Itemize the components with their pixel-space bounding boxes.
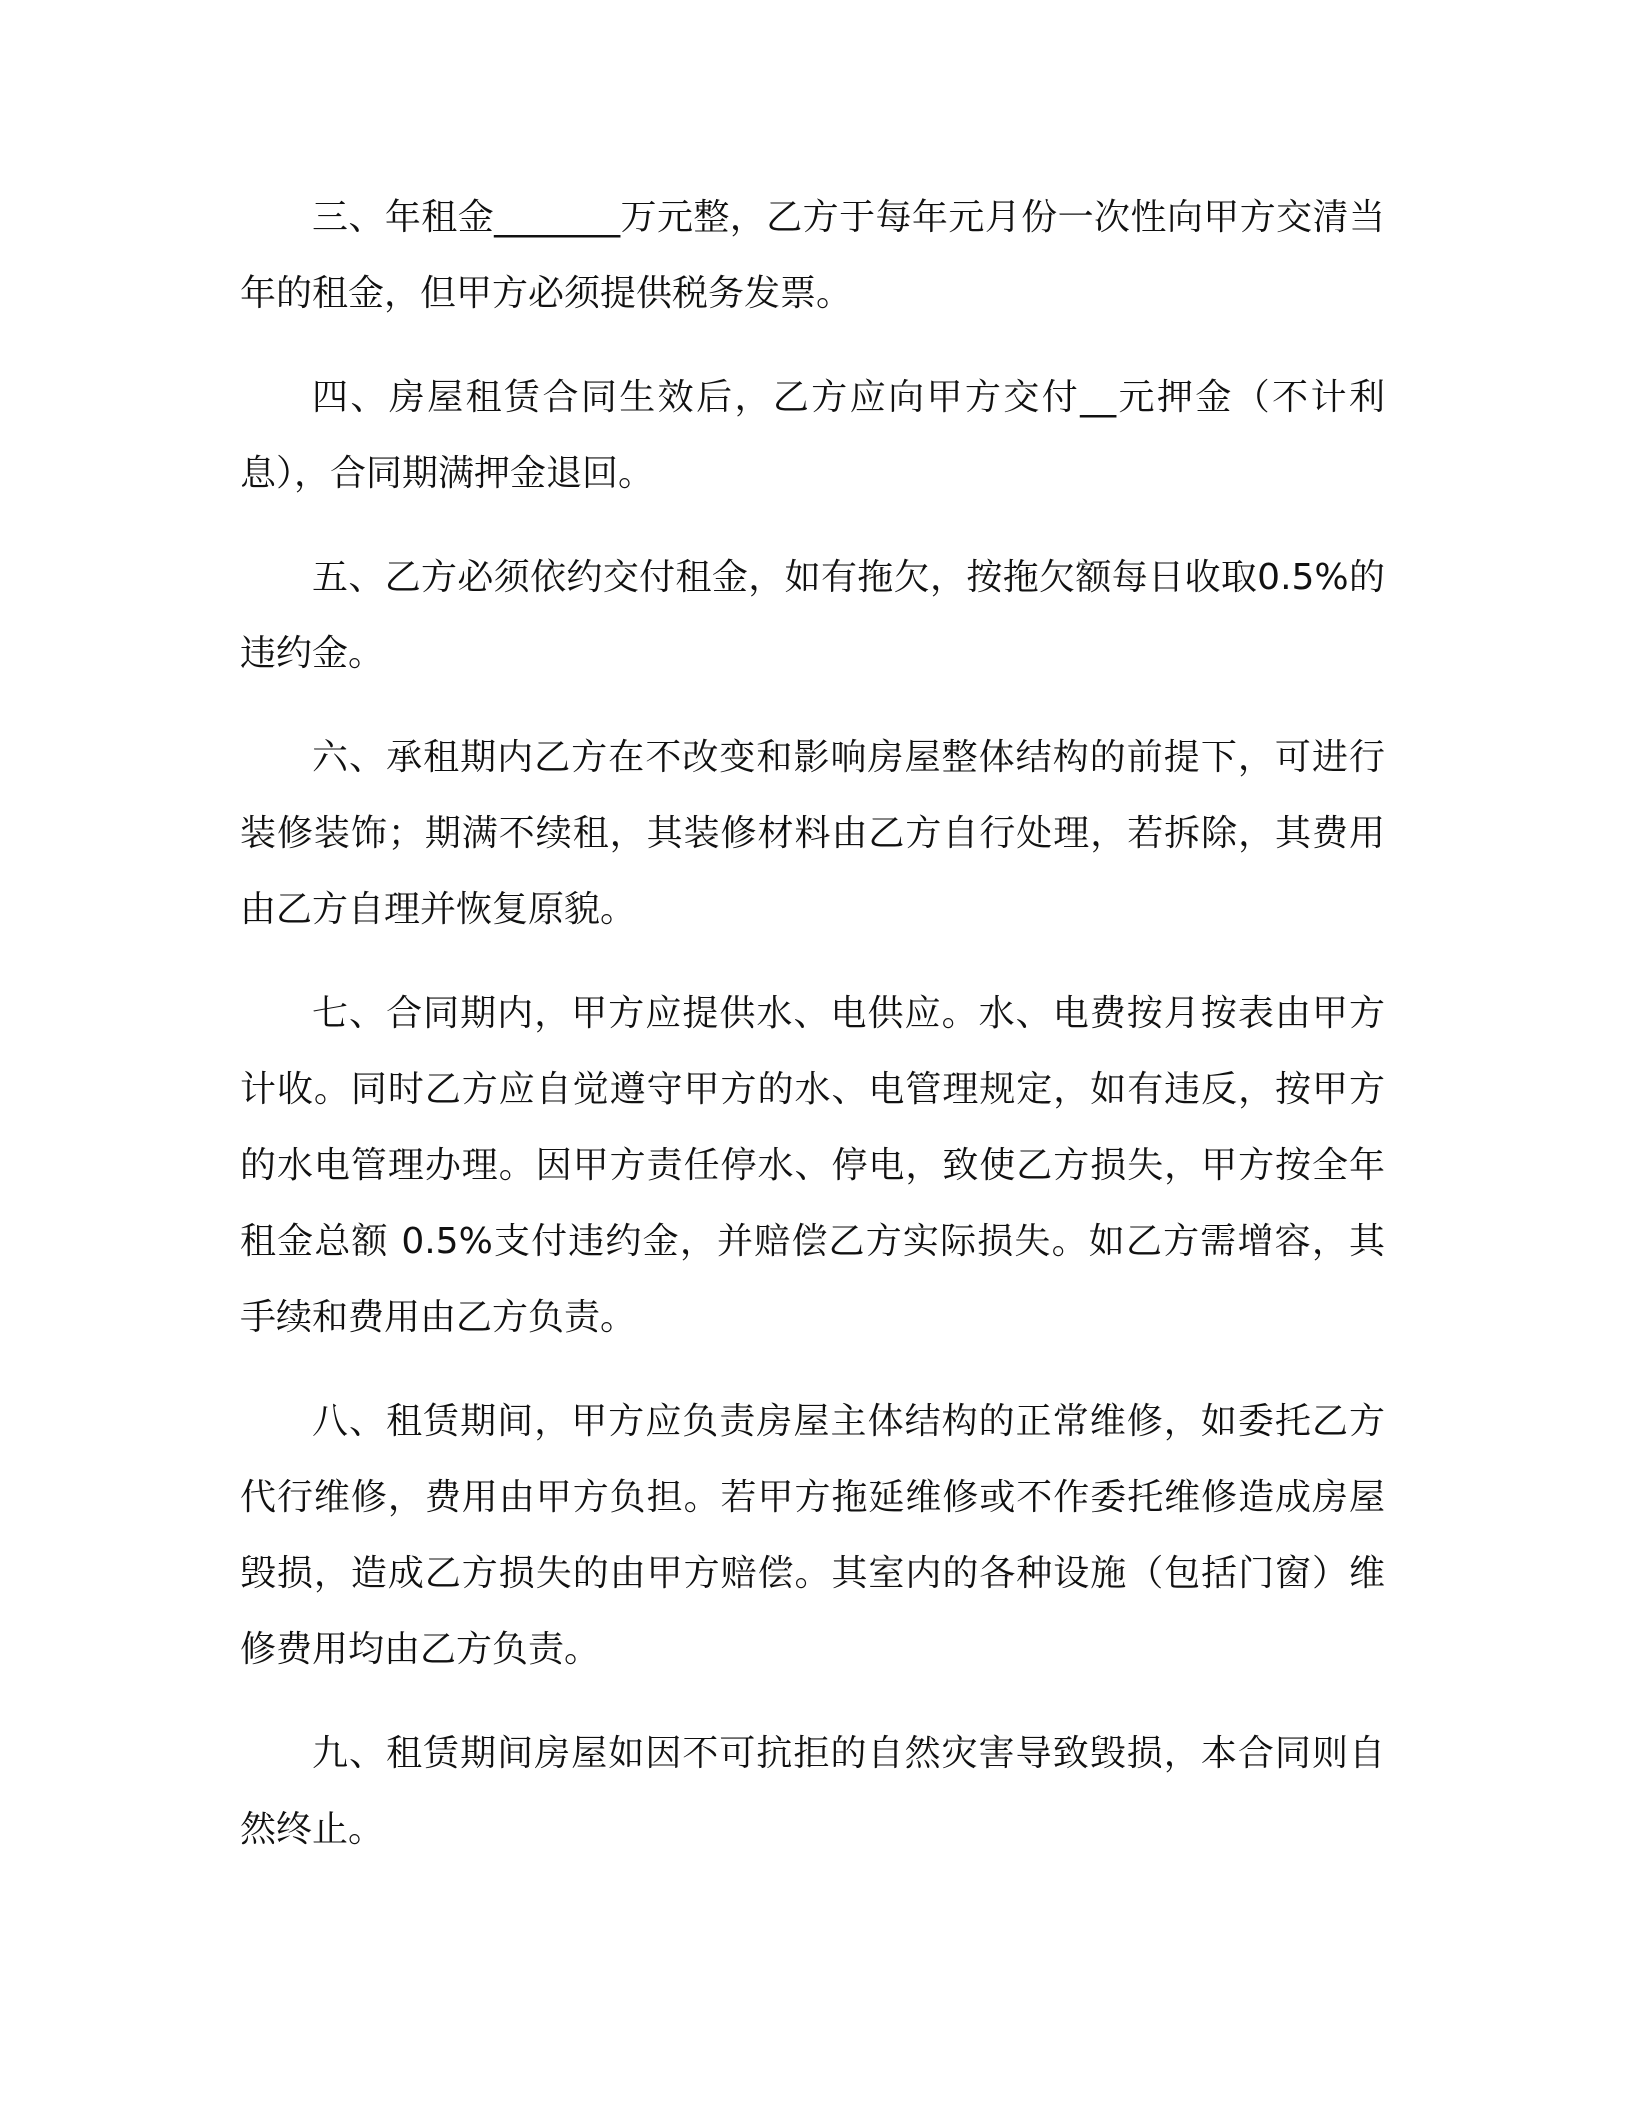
clause-4: 四、房屋租赁合同生效后，乙方应向甲方交付__元押金（不计利息），合同期满押金退回。 — [240, 377, 1385, 494]
clause-3: 三、年租金_______万元整，乙方于每年元月份一次性向甲方交清当年的租金，但甲方必须提供税务发票。 — [240, 197, 1385, 314]
clause-8: 八、租赁期间，甲方应负责房屋主体结构的正常维修，如委托乙方代行维修，费用由甲方负担。若甲方拖延维修或不作委托维修造成房屋毁损，造成乙方损失的由甲方赔偿。其室内的各种设施（包括门窗）维修费用均由乙方负责。 — [240, 1401, 1385, 1670]
clause-7: 七、合同期内，甲方应提供水、电供应。水、电费按月按表由甲方计收。同时乙方应自觉遵守甲方的水、电管理规定，如有违反，按甲方的水电管理办理。因甲方责任停水、停电，致使乙方损失，甲方按全年租金总额 0.5%支付违约金，并赔偿乙方实际损失。如乙方需增容，其手续和费用由乙方负责。 — [240, 993, 1385, 1338]
clause-9: 九、租赁期间房屋如因不可抗拒的自然灾害导致毁损，本合同则自然终止。 — [240, 1733, 1385, 1850]
contract-body — [240, 180, 1385, 1896]
clause-5: 五、乙方必须依约交付租金，如有拖欠，按拖欠额每日收取0.5%的违约金。 — [240, 557, 1385, 674]
clause-6: 六、承租期内乙方在不改变和影响房屋整体结构的前提下，可进行装修装饰；期满不续租，其装修材料由乙方自行处理，若拆除，其费用由乙方自理并恢复原貌。 — [240, 737, 1385, 930]
